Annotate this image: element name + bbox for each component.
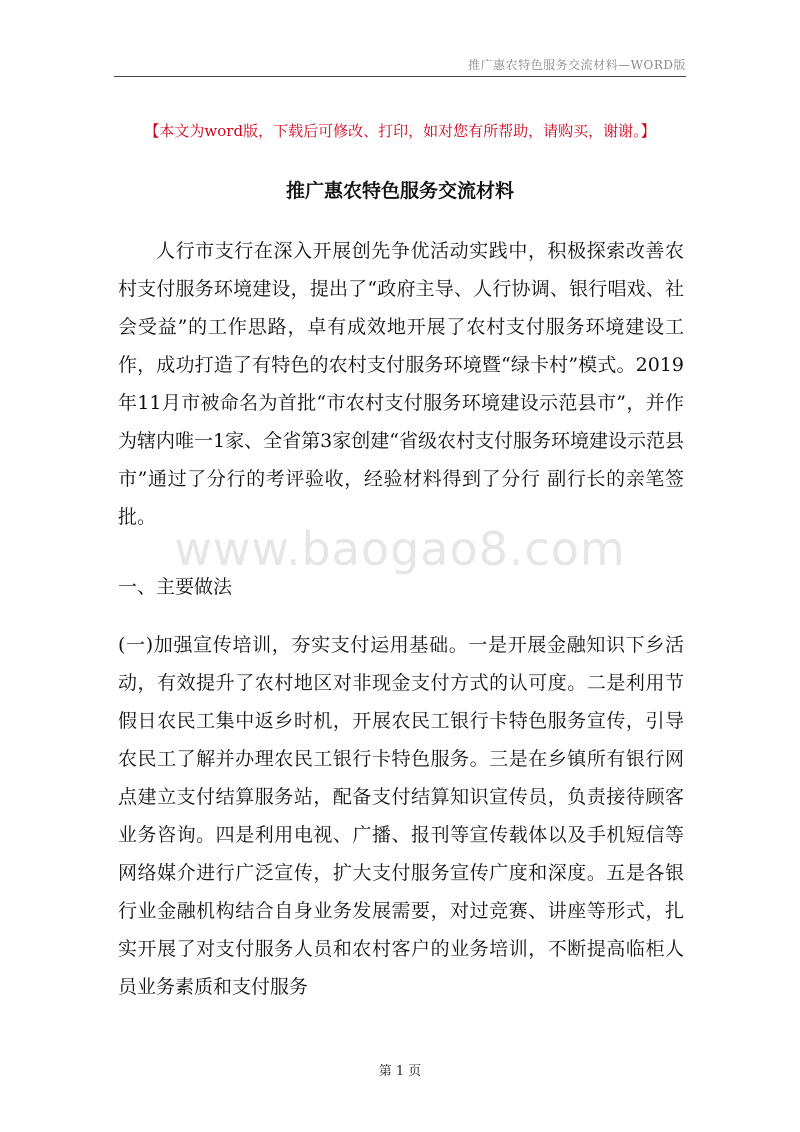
document-title: 推广惠农特色服务交流材料: [285, 180, 514, 202]
purchase-notice: 【本文为word版，下载后可修改、打印，如对您有所帮助，请购买，谢谢。】: [144, 122, 656, 140]
header-divider: [114, 76, 686, 77]
section-heading: 一、主要做法: [118, 576, 233, 598]
watermark: www.baogao8.com: [174, 522, 626, 576]
section-paragraph: (一)加强宣传培训，夯实支付运用基础。一是开展金融知识下乡活动，有效提升了农村地区对非现金支付方式的认可度。二是利用节假日农民工集中返乡时机，开展农民工银行卡特色服务宣传，引导农民工了解并办理农民工银行卡特色服务。三是在乡镇所有银行网点建立支付结算服务站，配备支付结算知识宣传员，负责接待顾客业务咨询。四是利用电视、广播、报刊等宣传载体以及手机短信等网络媒介进行广泛宣传，扩大支付服务宣传广度和深度。五是各银行业金融机构结合自身业务发展需要，对过竞赛、讲座等形式，扎实开展了对支付服务人员和农村客户的业务培训，不断提高临柜人员业务素质和支付服务: [118, 634, 684, 998]
intro-paragraph: 人行市支行在深入开展创先争优活动实践中，积极探索改善农村支付服务环境建设，提出了“政府主导、人行协调、银行唱戏、社会受益”的工作思路，卓有成效地开展了农村支付服务环境建设工作，成功打造了有特色的农村支付服务环境暨“绿卡村”模式。2019年11月市被命名为首批“市农村支付服务环境建设示范县市”，并作为辖内唯一1家、全省第3家创建“省级农村支付服务环境建设示范县市”通过了分行的考评验收，经验材料得到了分行 副行长的亲笔签批。: [118, 240, 684, 528]
running-header: 推广惠农特色服务交流材料—WORD版: [468, 58, 686, 72]
page-number: 第 1 页: [378, 1064, 422, 1079]
